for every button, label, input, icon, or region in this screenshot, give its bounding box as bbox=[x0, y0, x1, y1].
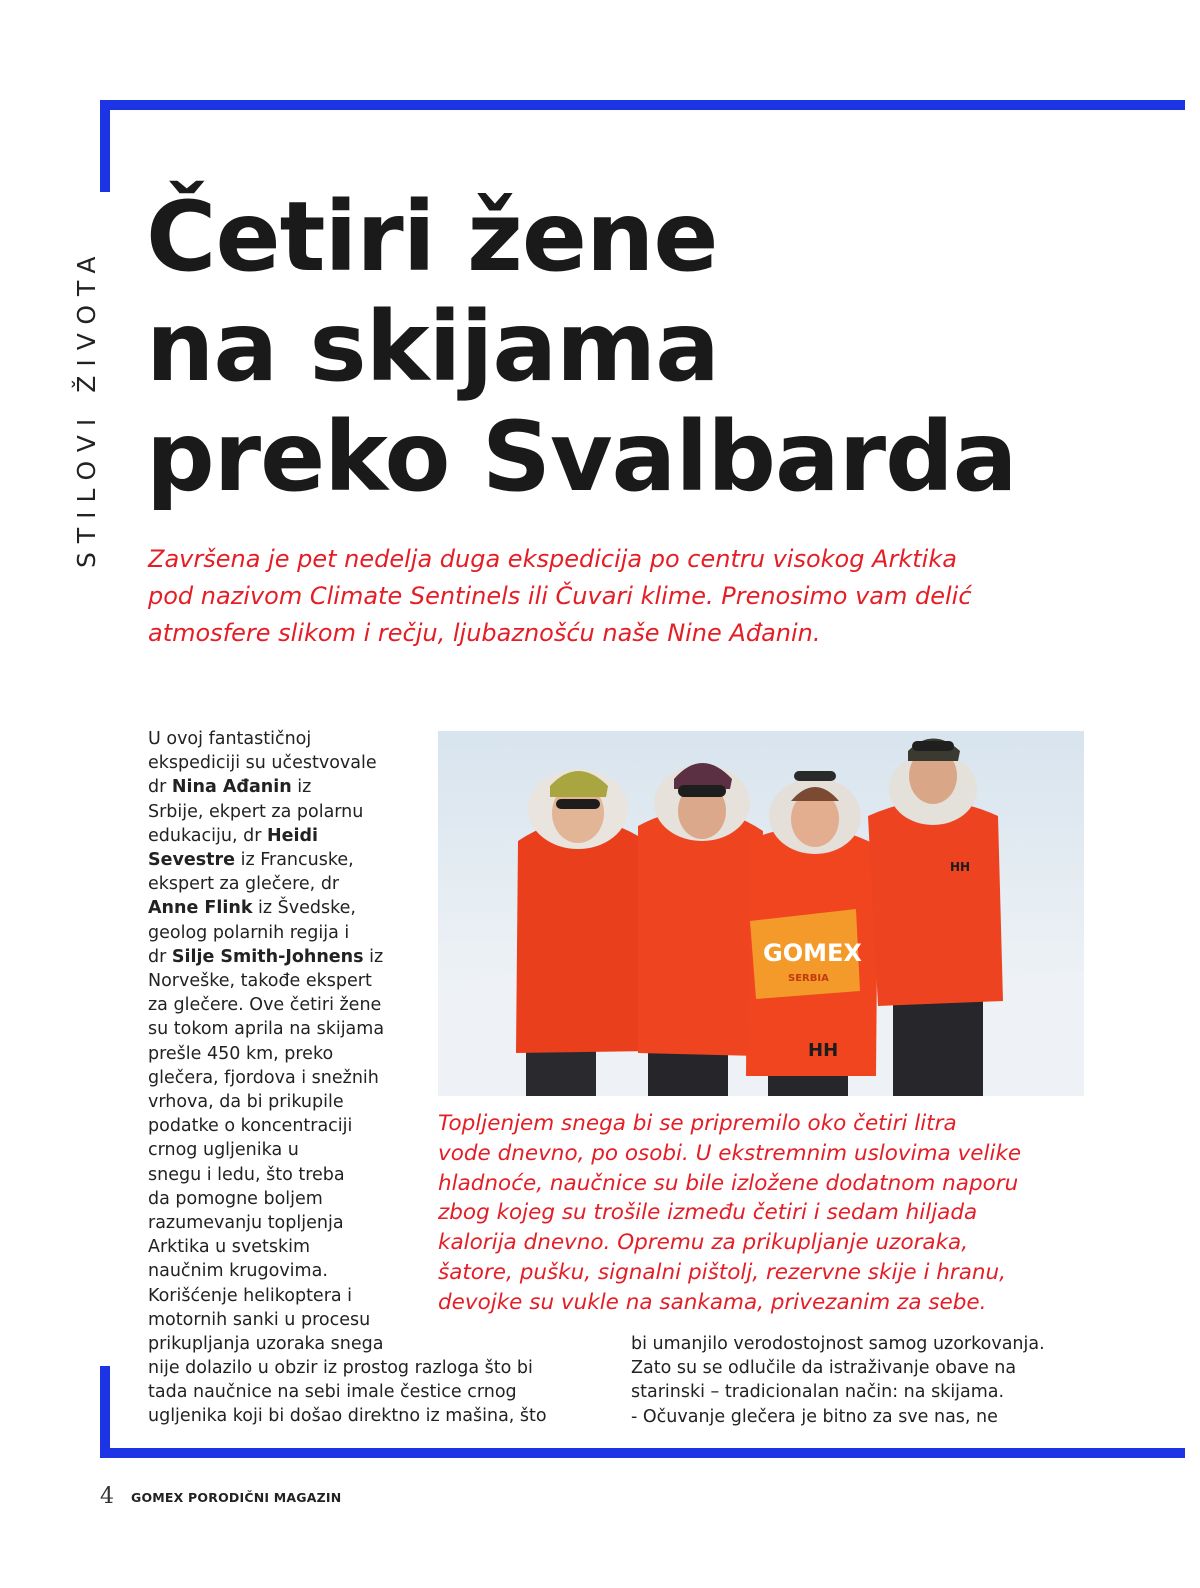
body-line bbox=[148, 775, 418, 799]
body-line: da pomogne boljem bbox=[148, 1188, 323, 1209]
jacket-logo: HH bbox=[808, 1040, 839, 1061]
body-line: vrhova, da bi prikupile bbox=[148, 1092, 344, 1113]
photo-caption bbox=[438, 1109, 1098, 1318]
body-text: iz Francuske, bbox=[235, 850, 354, 871]
caption-line: zbog kojeg su trošile između četiri i sedam hiljada bbox=[438, 1200, 978, 1226]
body-line bbox=[148, 945, 418, 969]
magazine-name: GOMEX PORODIČNI MAGAZIN bbox=[131, 1490, 342, 1505]
body-line: crnog ugljenika u bbox=[148, 1140, 299, 1161]
section-label: STILOVI ŽIVOTA bbox=[72, 247, 101, 568]
body-column-right bbox=[631, 1332, 1101, 1429]
body-line: nije dolazilo u obzir iz prostog razloga što bi bbox=[148, 1358, 533, 1378]
body-text: edukaciju, dr bbox=[148, 825, 267, 846]
body-line bbox=[148, 848, 418, 872]
body-line: prikupljanja uzoraka snega bbox=[148, 1334, 384, 1355]
expedition-photo bbox=[438, 731, 1084, 1096]
banner-subtext: SERBIA bbox=[788, 973, 829, 984]
title-line: preko Svalbarda bbox=[146, 401, 1017, 513]
body-line: - Očuvanje glečera je bitno za sve nas, ne bbox=[631, 1406, 998, 1427]
body-line: Norveške, takođe ekspert bbox=[148, 971, 372, 992]
frame-left-top-bar bbox=[100, 100, 110, 192]
lead-line: pod nazivom Climate Sentinels ili Čuvari klime. Prenosimo vam delić bbox=[148, 582, 972, 610]
frame-top-bar bbox=[100, 100, 1185, 110]
body-line bbox=[148, 896, 418, 920]
body-line: Arktika u svetskim bbox=[148, 1237, 311, 1258]
body-line: bi umanjilo verodostojnost samog uzorkovanja. bbox=[631, 1334, 1045, 1354]
body-line: prešle 450 km, preko bbox=[148, 1043, 334, 1064]
article-lead bbox=[148, 541, 1148, 652]
body-line: razumevanju topljenja bbox=[148, 1213, 344, 1234]
body-line: ugljenika koji bi došao direktno iz mašina, što bbox=[148, 1406, 547, 1427]
body-line: starinski – tradicionalan način: na skijama. bbox=[631, 1382, 1005, 1403]
jacket-logo: HH bbox=[950, 860, 971, 874]
title-line: na skijama bbox=[146, 291, 719, 403]
body-text: dr bbox=[148, 946, 172, 967]
body-line: naučnim krugovima. bbox=[148, 1261, 328, 1282]
frame-left-bottom-bar bbox=[100, 1366, 110, 1456]
gomex-banner bbox=[750, 909, 862, 999]
body-line: su tokom aprila na skijama bbox=[148, 1019, 385, 1040]
body-line: ekspert za glečere, dr bbox=[148, 874, 340, 895]
body-line: motornih sanki u procesu bbox=[148, 1309, 371, 1330]
body-line: glečera, fjordova i snežnih bbox=[148, 1067, 379, 1088]
page-number: 4 bbox=[100, 1484, 114, 1509]
body-text: iz Švedske, bbox=[252, 898, 356, 919]
body-line: tada naučnice na sebi imale čestice crnog bbox=[148, 1382, 517, 1403]
caption-line: kalorija dnevno. Opremu za prikupljanje uzoraka, bbox=[438, 1230, 969, 1256]
title-line: Četiri žene bbox=[146, 181, 718, 293]
lead-line: Završena je pet nedelja duga ekspedicija po centru visokog Arktika bbox=[148, 545, 957, 573]
body-text: iz bbox=[363, 946, 384, 967]
body-line: podatke o koncentraciji bbox=[148, 1116, 353, 1137]
body-line: geolog polarnih regija i bbox=[148, 922, 350, 943]
body-line: Srbije, ekpert za polarnu bbox=[148, 801, 364, 822]
caption-line: devojke su vukle na sankama, privezanim za sebe. bbox=[438, 1289, 987, 1315]
body-line: Korišćenje helikoptera i bbox=[148, 1285, 353, 1306]
banner-text: GOMEX bbox=[763, 939, 862, 967]
frame-bottom-bar bbox=[100, 1448, 1185, 1458]
body-line: ekspediciji su učestvovale bbox=[148, 753, 377, 774]
person-name: Nina Ađanin bbox=[171, 777, 292, 798]
caption-line: šatore, pušku, signalni pištolj, rezervne skije i hranu, bbox=[438, 1259, 1006, 1285]
body-line: U ovoj fantastičnoj bbox=[148, 729, 312, 749]
person-2 bbox=[638, 763, 763, 1096]
body-column-bottom bbox=[148, 1356, 618, 1429]
person-name: Anne Flink bbox=[148, 898, 253, 919]
body-line bbox=[148, 824, 418, 848]
expedition-photo-illustration bbox=[438, 731, 1084, 1096]
body-line: Zato su se odlučile da istraživanje obave na bbox=[631, 1358, 1017, 1379]
caption-line: hladnoće, naučnice su bile izložene dodatnom naporu bbox=[438, 1170, 1019, 1196]
body-text: dr bbox=[148, 777, 172, 798]
body-line: za glečere. Ove četiri žene bbox=[148, 995, 382, 1016]
person-1 bbox=[516, 769, 653, 1096]
person-name: Silje Smith-Johnens bbox=[171, 946, 364, 967]
article-title bbox=[146, 182, 1046, 512]
body-line: snegu i ledu, što treba bbox=[148, 1164, 345, 1185]
body-column-left bbox=[148, 727, 418, 1356]
lead-line: atmosfere slikom i rečju, ljubaznošću naše Nine Ađanin. bbox=[148, 619, 821, 647]
caption-line: Topljenjem snega bi se pripremilo oko četiri litra bbox=[438, 1111, 957, 1136]
person-name: Heidi bbox=[266, 825, 318, 846]
caption-line: vode dnevno, po osobi. U ekstremnim uslovima velike bbox=[438, 1140, 1022, 1166]
person-name: Sevestre bbox=[148, 850, 236, 871]
body-text: iz bbox=[291, 777, 312, 798]
